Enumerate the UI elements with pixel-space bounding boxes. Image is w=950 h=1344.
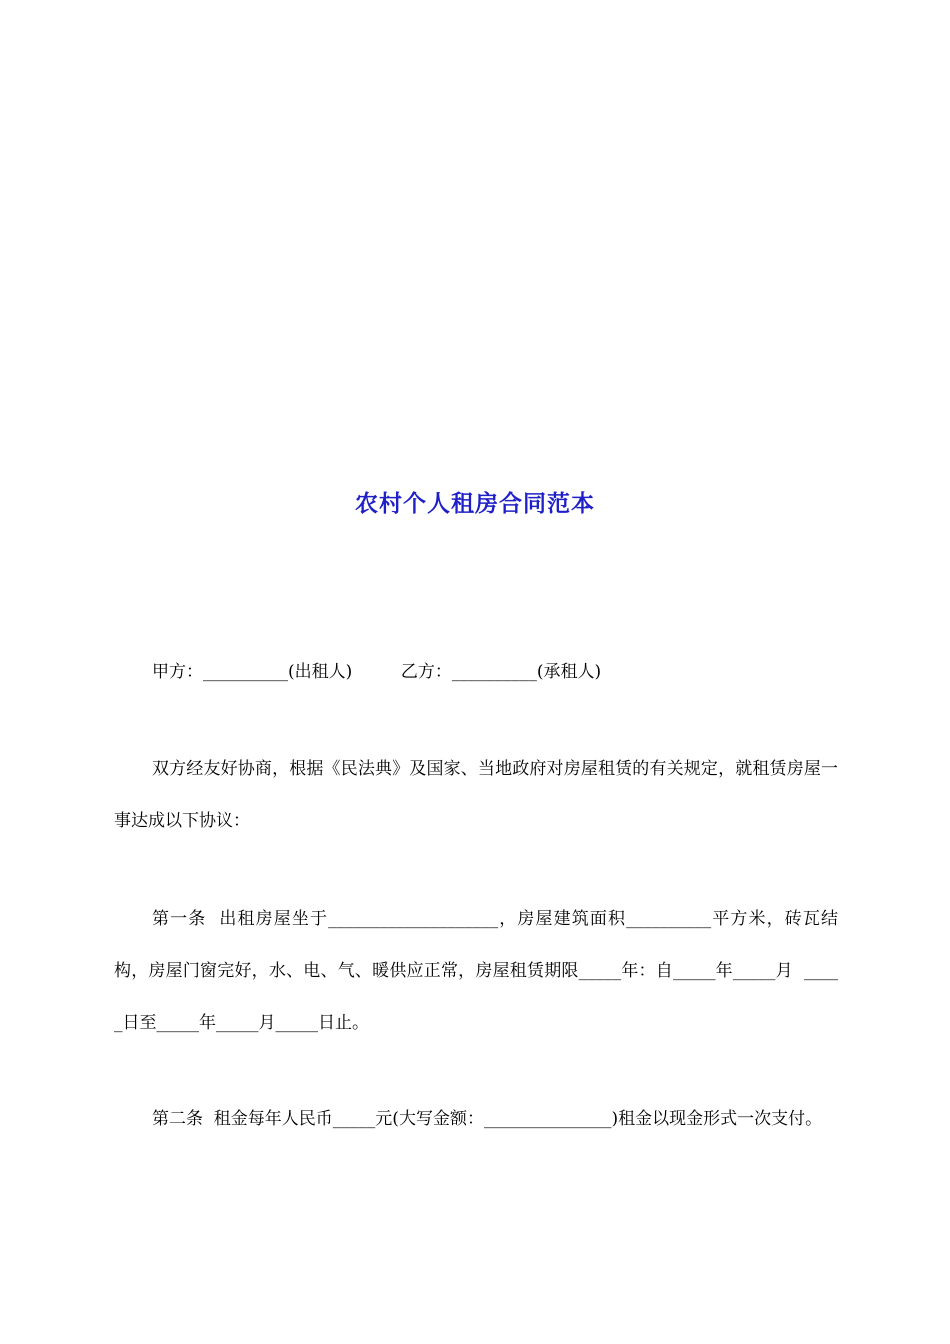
document-title: 农村个人租房合同范本 <box>355 490 595 517</box>
article-2-paragraph: 第二条 租金每年人民币_____元(大写金额：_______________)租金以现金形式一次支付。 <box>152 1109 823 1129</box>
article-1-paragraph: 第一条 出租房屋坐于____________________，房屋建筑面积__________平方米，砖瓦结构，房屋门窗完好，水、电、气、暖供应正常，房屋租赁期限_____年：自_____年_____月 _____日至_____年_____月_____日止。 <box>114 909 838 1033</box>
intro-paragraph: 双方经友好协商，根据《民法典》及国家、当地政府对房屋租赁的有关规定，就租赁房屋一事达成以下协议： <box>114 759 838 831</box>
parties-line: 甲方：__________(出租人) 乙方：__________(承租人) <box>152 662 602 682</box>
